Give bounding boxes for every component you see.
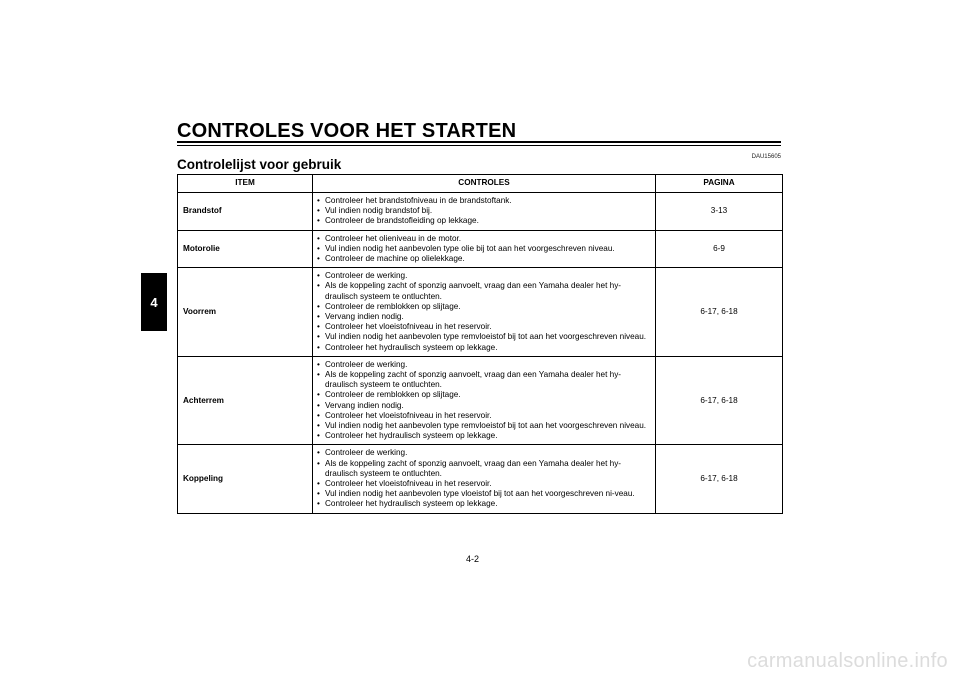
table-header-row (178, 175, 783, 193)
check-list (317, 234, 651, 265)
controls-cell (313, 193, 656, 231)
column-header-controls: CONTROLES (313, 175, 656, 193)
check-item: • Controleer het vloeistofniveau in het reservoir. (317, 411, 651, 421)
watermark: carmanualsonline.info (747, 650, 948, 672)
check-item: • Controleer het hydraulisch systeem op lekkage. (317, 343, 651, 353)
controls-cell (313, 445, 656, 513)
check-item: • Vervang indien nodig. (317, 401, 651, 411)
check-item: • Controleer de werking. (317, 360, 651, 370)
page-number: 4-2 (466, 554, 480, 564)
page-reference: 6-17, 6-18 (656, 356, 783, 445)
check-item: • Vul indien nodig brandstof bij. (317, 206, 651, 216)
check-item: • Controleer het hydraulisch systeem op lekkage. (317, 431, 651, 441)
table-body (178, 193, 783, 514)
item-name: Achterrem (178, 356, 313, 445)
check-item: • Controleer de machine op olielekkage. (317, 254, 651, 264)
table-row (178, 193, 783, 231)
controls-cell (313, 268, 656, 357)
check-item: • Controleer de werking. (317, 271, 651, 281)
page-reference: 6-17, 6-18 (656, 445, 783, 513)
check-item: • Controleer de brandstofleiding op lekkage. (317, 216, 651, 226)
page-title: CONTROLES VOOR HET STARTEN (177, 120, 517, 142)
table-row (178, 356, 783, 445)
check-item: • Controleer de werking. (317, 448, 651, 458)
page-reference: 3-13 (656, 193, 783, 231)
check-item: • Als de koppeling zacht of sponzig aanvoelt, vraag dan een Yamaha dealer het hy-draulisch systeem te ontluchten. (317, 370, 651, 390)
column-header-page: PAGINA (656, 175, 783, 193)
check-item: • Vervang indien nodig. (317, 312, 651, 322)
checklist-table (177, 174, 783, 514)
page-reference: 6-17, 6-18 (656, 268, 783, 357)
controls-cell (313, 230, 656, 268)
check-item: • Controleer het olieniveau in de motor. (317, 234, 651, 244)
check-item: • Controleer het vloeistofniveau in het reservoir. (317, 479, 651, 489)
check-item: • Controleer de remblokken op slijtage. (317, 302, 651, 312)
title-rule (177, 141, 781, 146)
check-item: • Als de koppeling zacht of sponzig aanvoelt, vraag dan een Yamaha dealer het hy-draulisch systeem te ontluchten. (317, 281, 651, 301)
doc-code: DAU15605 (751, 154, 781, 160)
table-row (178, 268, 783, 357)
table-row (178, 230, 783, 268)
check-item: • Vul indien nodig het aanbevolen type vloeistof bij tot aan het voorgeschreven ni-veau. (317, 489, 651, 499)
item-name: Voorrem (178, 268, 313, 357)
check-item: • Als de koppeling zacht of sponzig aanvoelt, vraag dan een Yamaha dealer het hy-draulisch systeem te ontluchten. (317, 459, 651, 479)
check-list (317, 271, 651, 353)
chapter-tab: 4 (141, 273, 167, 331)
check-item: • Vul indien nodig het aanbevolen type remvloeistof bij tot aan het voorgeschreven niveau. (317, 421, 651, 431)
check-item: • Vul indien nodig het aanbevolen type olie bij tot aan het voorgeschreven niveau. (317, 244, 651, 254)
controls-cell (313, 356, 656, 445)
check-item: • Controleer de remblokken op slijtage. (317, 390, 651, 400)
item-name: Koppeling (178, 445, 313, 513)
check-item: • Controleer het brandstofniveau in de brandstoftank. (317, 196, 651, 206)
check-item: • Controleer het hydraulisch systeem op lekkage. (317, 499, 651, 509)
check-list (317, 360, 651, 442)
item-name: Motorolie (178, 230, 313, 268)
section-title: Controlelijst voor gebruik (177, 157, 342, 172)
check-list (317, 448, 651, 509)
check-item: • Vul indien nodig het aanbevolen type remvloeistof bij tot aan het voorgeschreven niveau. (317, 332, 651, 342)
table-row (178, 445, 783, 513)
check-item: • Controleer het vloeistofniveau in het reservoir. (317, 322, 651, 332)
column-header-item: ITEM (178, 175, 313, 193)
check-list (317, 196, 651, 227)
page-reference: 6-9 (656, 230, 783, 268)
item-name: Brandstof (178, 193, 313, 231)
